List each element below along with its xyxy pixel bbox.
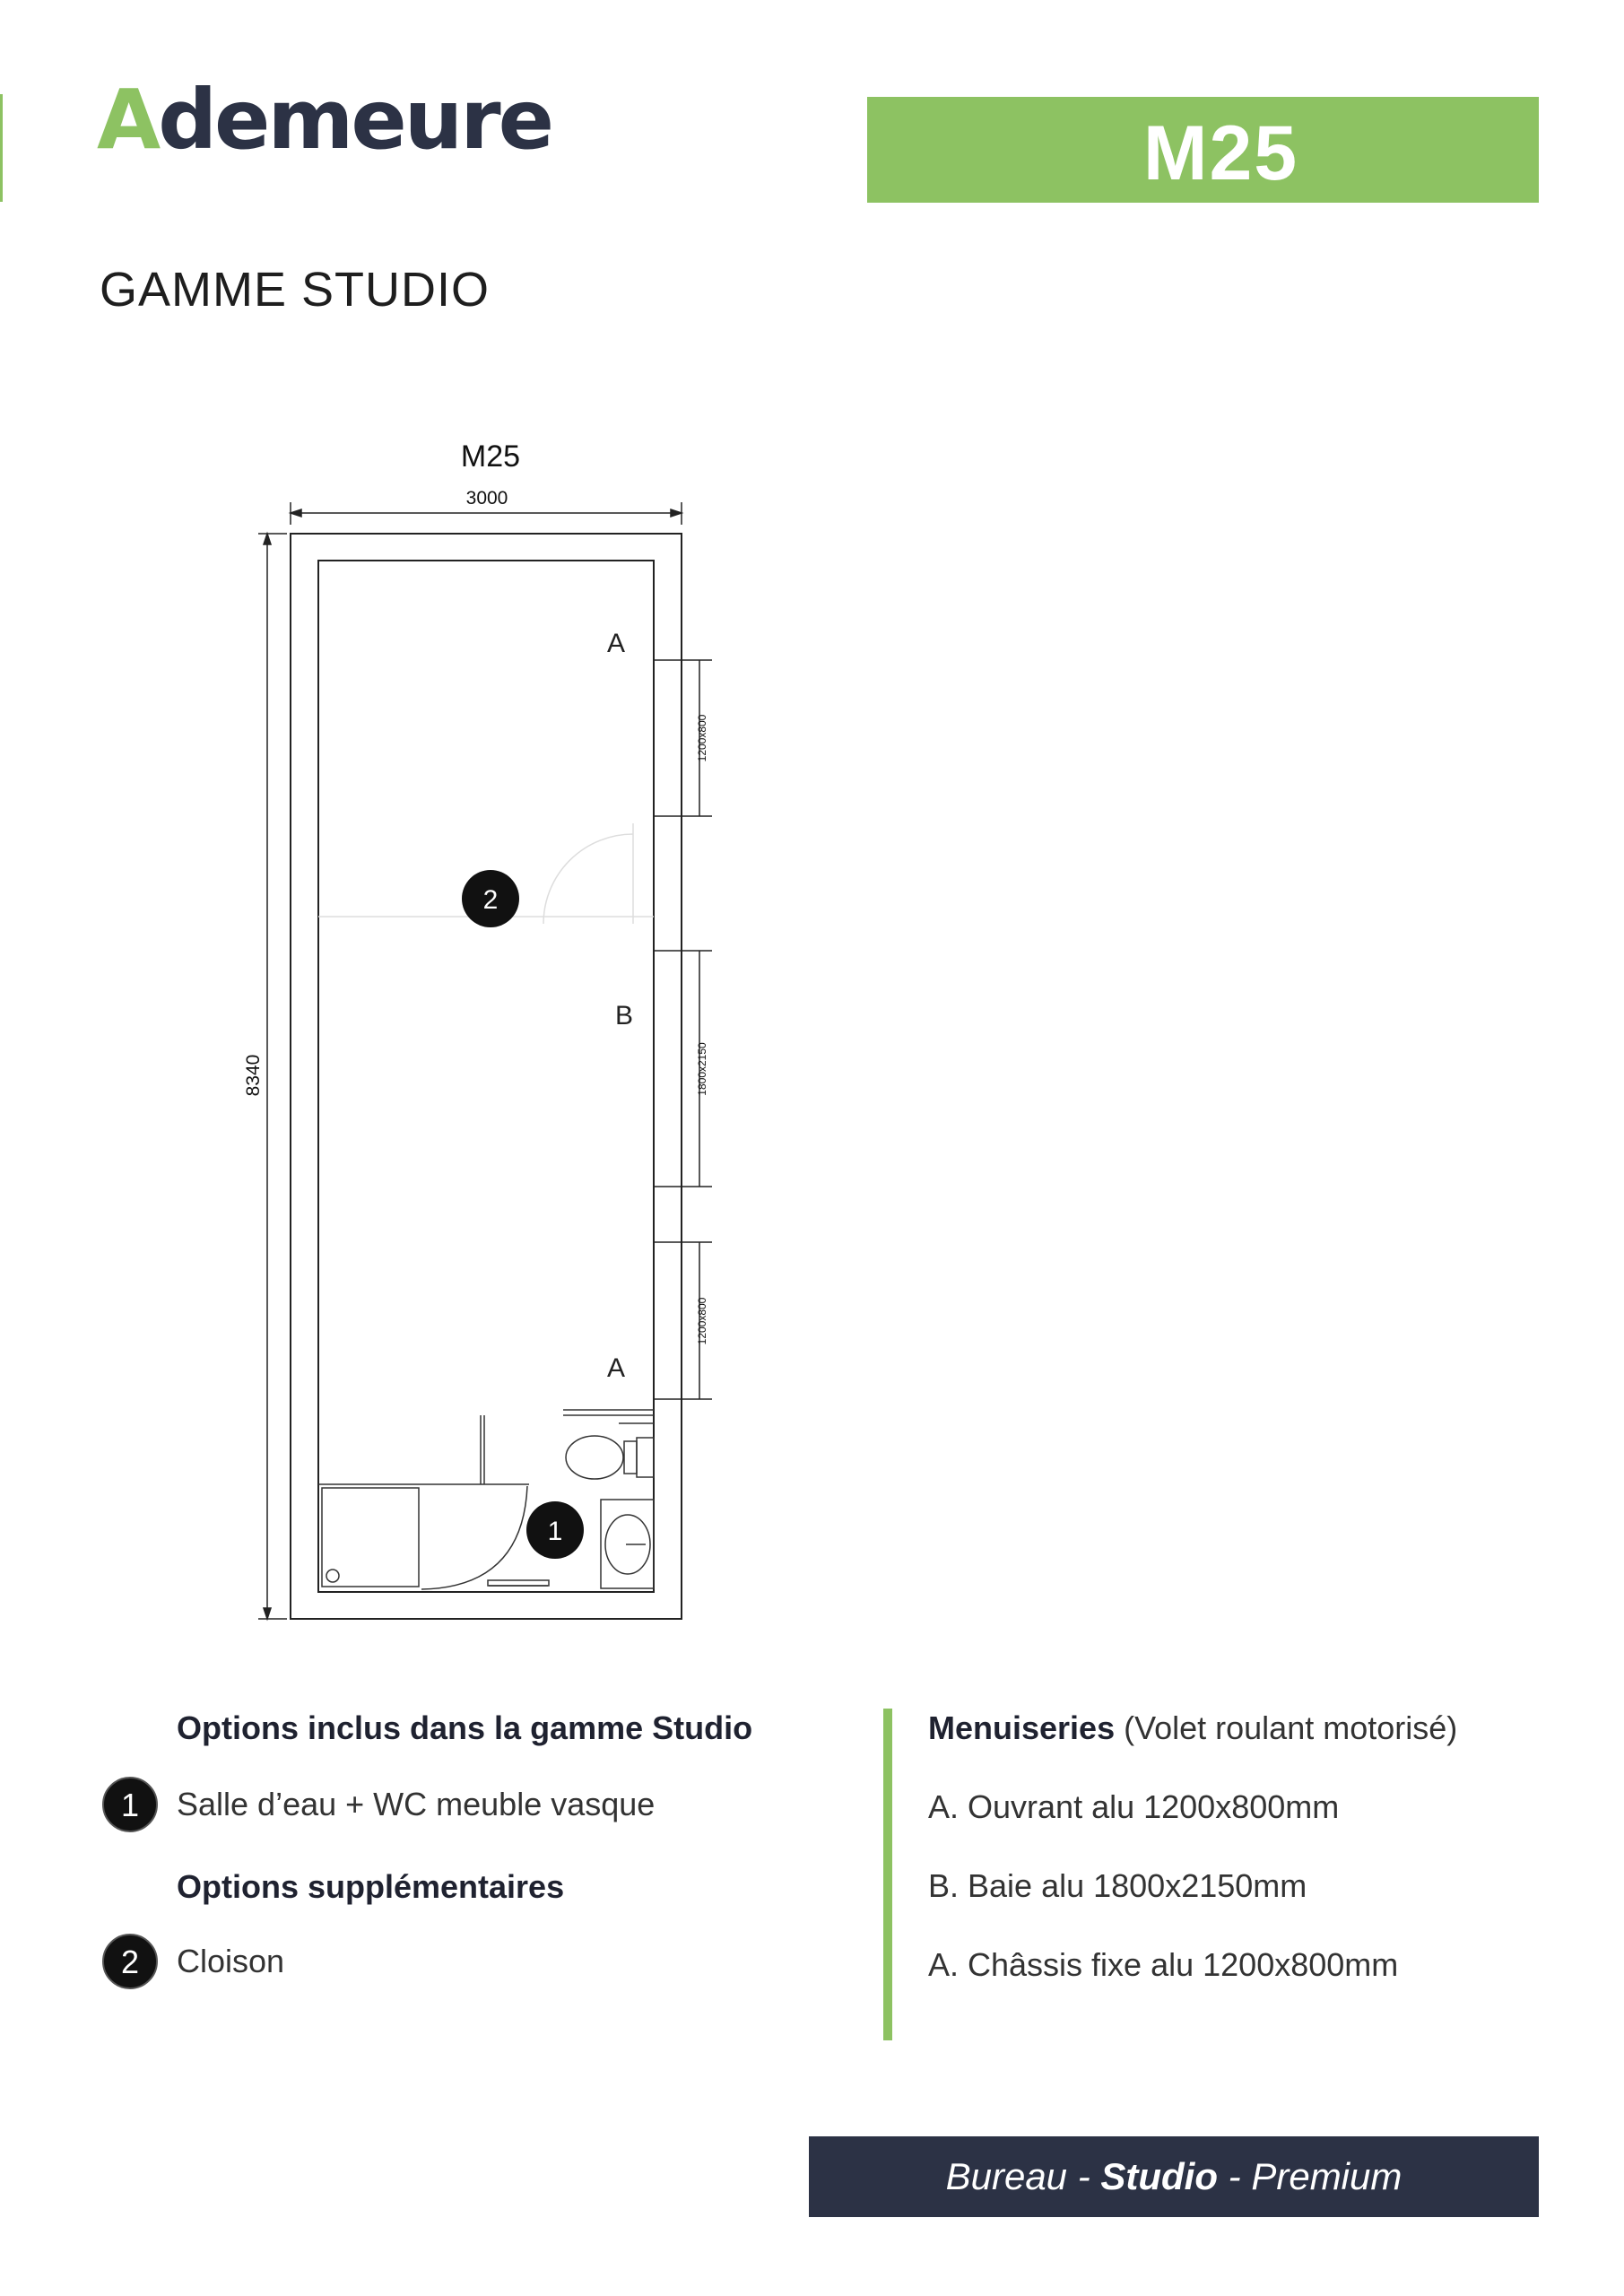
menuiseries-item: A. Châssis fixe alu 1200x800mm [928,1946,1399,1983]
brand-logo [97,72,551,168]
option-item [102,1775,655,1834]
footer-banner [809,2136,1539,2217]
included-options-heading: Options inclus dans la gamme Studio [177,1709,753,1746]
footer-part: - Premium [1218,2155,1403,2197]
menuiseries-title-note: (Volet roulant motorisé) [1115,1709,1458,1746]
window-letter: A [606,629,626,658]
plan-width-dimension: 3000 [465,488,508,509]
menuiseries-item: B. Baie alu 1800x2150mm [928,1867,1307,1904]
plan-marker [462,870,519,927]
menuiseries-title-bold: Menuiseries [928,1709,1116,1746]
bathroom [318,1410,654,1589]
plan-marker-label: 2 [482,885,499,915]
extra-options-heading: Options supplémentaires [177,1868,565,1905]
option-item [102,1932,284,1991]
window-letter: A [606,1353,626,1383]
plan-marker [526,1501,584,1559]
window-dim-label: 1200x800 [696,1297,708,1345]
plan-marker-label: 1 [547,1517,563,1546]
window-dim-label: 1800x2150 [696,1042,708,1096]
window-dim-label: 1200x800 [696,714,708,762]
range-title: GAMME STUDIO [100,263,491,317]
model-badge [867,97,1539,203]
option-label: Cloison [177,1943,285,1979]
option-number-badge: 1 [102,1777,158,1832]
logo-letter: A [97,72,159,168]
plan-height-dimension: 8340 [243,1054,264,1097]
floor-plan-drawing [224,422,762,1646]
floor-plan [224,422,762,1646]
shower-tray [322,1488,419,1587]
shower-drain [326,1570,339,1582]
footer-part: Bureau - [945,2155,1101,2197]
plan-title: M25 [460,439,521,474]
window-letter: B [614,1001,634,1031]
option-number-badge: 2 [102,1934,158,1989]
logo-text: demeure [158,72,551,168]
menuiseries-title [928,1709,1457,1747]
toilet-icon [566,1436,623,1479]
model-badge-label: M25 [1142,110,1299,196]
accent-edge [0,94,3,202]
menuiseries-item: A. Ouvrant alu 1200x800mm [928,1788,1340,1825]
option-label: Salle d’eau + WC meuble vasque [177,1786,656,1822]
footer-highlight: Studio [1100,2155,1219,2197]
section-divider [883,1709,892,2040]
